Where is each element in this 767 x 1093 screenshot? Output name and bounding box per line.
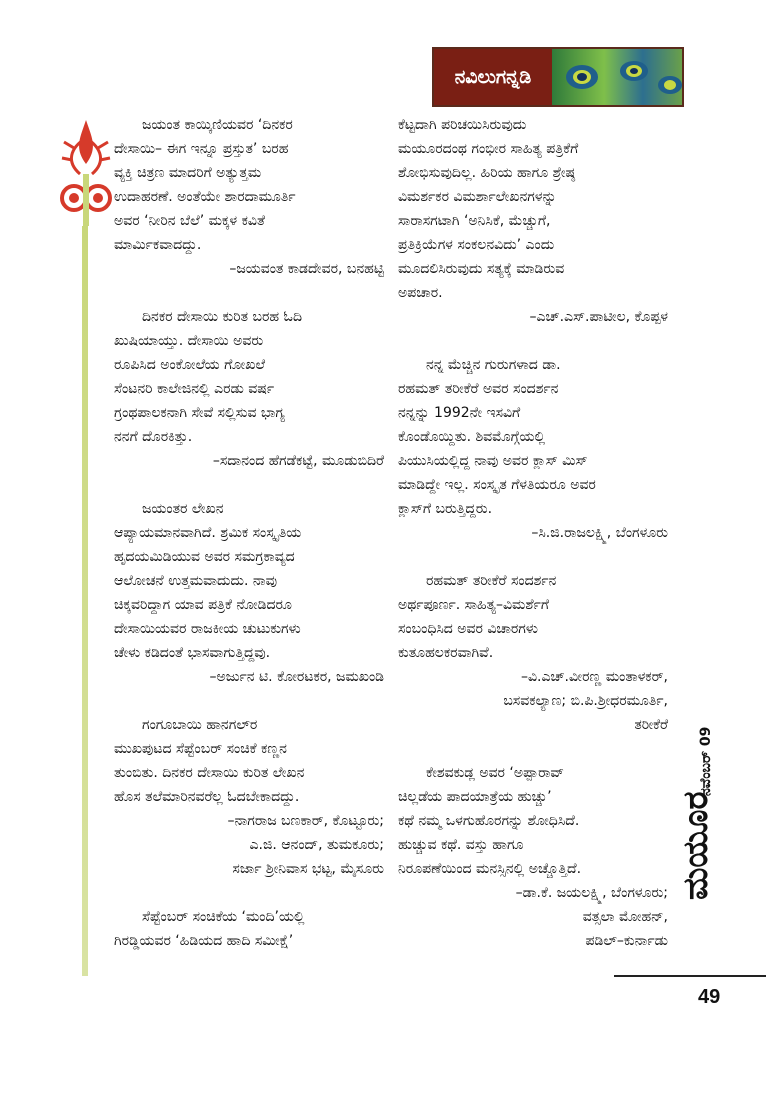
signature-line: –ಅರ್ಜುನ ಟಿ. ಕೋರಟಕರ, ಜಮಖಂಡಿ xyxy=(209,669,384,685)
text-line: ಹೊಸ ತಲೆಮಾರಿನವರೆಲ್ಲ ಓದಬೇಕಾದದ್ದು. xyxy=(114,789,300,805)
paragraph-gap xyxy=(398,737,668,761)
text-line: ರಹಮತ್ ತರೀಕೆರೆ ಅವರ ಸಂದರ್ಶನ xyxy=(398,381,559,397)
text-line: ಕೇಶವಕುಡ್ಲ ಅವರ ‘ಅಪ್ಪಾರಾವ್ xyxy=(426,765,564,781)
text-line: ಶೋಭಿಸುವುದಿಲ್ಲ. ಹಿರಿಯ ಹಾಗೂ ಶ್ರೇಷ್ಠ xyxy=(398,165,576,181)
paragraph-gap xyxy=(114,689,384,713)
signature-line: –ವಿ.ಎಚ್.ವೀರಣ್ಣ ಮಂತಾಳಕರ್, xyxy=(520,669,668,685)
paragraph-gap xyxy=(114,281,384,305)
text-line: ರಹಮತ್ ತರೀಕೆರೆ ಸಂದರ್ಶನ xyxy=(426,573,557,589)
signature-line: –ನಾಗರಾಜ ಬಣಕಾರ್, ಕೊಟ್ಟೂರು; xyxy=(227,813,384,829)
signature-line: –ಡಾ.ಕೆ. ಜಯಲಕ್ಷ್ಮಿ, ಬೆಂಗಳೂರು; xyxy=(515,885,668,901)
text-line: ಹೃದಯಮಿಡಿಯುವ ಅವರ ಸಮಗ್ರಕಾವ್ಯದ xyxy=(114,549,295,565)
margin-bar xyxy=(82,226,88,976)
text-line: ಚಿಲ್ಲಡೆಯ ಪಾದಯಾತ್ರೆಯ ಹುಚ್ಚು’ xyxy=(398,789,552,805)
section-header xyxy=(432,47,684,107)
text-line: ಕಥೆ ನಮ್ಮ ಒಳಗುಹೊರಗನ್ನು ಶೋಧಿಸಿದೆ. xyxy=(398,813,580,829)
text-line: ಖುಷಿಯಾಯ್ತು. ದೇಸಾಯಿ ಅವರು xyxy=(114,333,264,349)
signature-line: –ಸಿ.ಜಿ.ರಾಜಲಕ್ಷ್ಮಿ, ಬೆಂಗಳೂರು xyxy=(531,525,668,541)
signature-line: ಪಡಿಲ್–ಕುರ್ನಾಡು xyxy=(585,933,668,949)
text-line: ಅರ್ಥಪೂರ್ಣ. ಸಾಹಿತ್ಯ–ವಿಮರ್ಶೆಗೆ xyxy=(398,597,549,613)
magazine-name: ಮಯೂರ xyxy=(676,791,716,900)
text-line: ದಿನಕರ ದೇಸಾಯಿ ಕುರಿತ ಬರಹ ಓದಿ xyxy=(142,309,302,325)
signature-line: –ಜಯವಂತ ಕಾಡದೇವರ, ಬನಹಟ್ಟಿ xyxy=(229,261,384,277)
signature-line: ಬಸವಕಲ್ಯಾಣ; ಬಿ.ಪಿ.ಶ್ರೀಧರಮೂರ್ತಿ, xyxy=(503,693,668,709)
text-line: ನನಗೆ ದೊರಕಿತ್ತು. xyxy=(114,429,193,445)
text-line: ತುಂಬಿತು. ದಿನಕರ ದೇಸಾಯಿ ಕುರಿತ ಲೇಖನ xyxy=(114,765,305,781)
text-line: ರೂಪಿಸಿದ ಅಂಕೋಲೆಯ ಗೋಖಲೆ xyxy=(114,357,266,373)
text-line: ದೇಸಾಯಿಯವರ ರಾಜಕೀಯ ಚುಟುಕುಗಳು xyxy=(114,621,301,637)
text-line: ಕುತೂಹಲಕರವಾಗಿವೆ. xyxy=(398,645,494,661)
text-line: ಮಾಡಿದ್ದೇ ಇಲ್ಲ. ಸಂಸ್ಕೃತ ಗೆಳತಿಯರೂ ಅವರ xyxy=(398,477,596,493)
text-line: ಗಂಗೂಬಾಯಿ ಹಾನಗಲ್‌ರ xyxy=(142,717,258,733)
text-line: ಜಯಂತ ಕಾಯ್ಕಿಣಿಯವರ ‘ದಿನಕರ xyxy=(142,117,293,133)
issue-date: ನವೆಂಬರ್ 09 xyxy=(698,726,714,796)
signature-line: ಎ.ಜಿ. ಆನಂದ್, ತುಮಕೂರು; xyxy=(249,837,384,853)
text-line: ನನ್ನ ಮೆಚ್ಚಿನ ಗುರುಗಳಾದ ಡಾ. xyxy=(426,357,561,373)
vertical-masthead xyxy=(672,726,722,970)
paragraph-gap xyxy=(398,545,668,569)
text-line: ಚೇಳು ಕಡಿದಂತೆ ಭಾಸವಾಗುತ್ತಿದ್ದವು. xyxy=(114,645,271,661)
text-line: ಚಿಕ್ಕವರಿದ್ದಾಗ ಯಾವ ಪತ್ರಿಕೆ ನೋಡಿದರೂ xyxy=(114,597,292,613)
text-line: ಸಾರಾಸಗಟಾಗಿ ‘ಅನಿಸಿಕೆ, ಮೆಚ್ಚುಗೆ, xyxy=(398,213,551,229)
text-line: ಮುಖಪುಟದ ಸೆಪ್ಟೆಂಬರ್ ಸಂಚಿಕೆ ಕಣ್ಣನ xyxy=(114,741,287,757)
signature-line: –ಎಚ್.ಎಸ್.ಪಾಟೀಲ, ಕೊಪ್ಪಳ xyxy=(529,309,668,325)
text-line: ಸಂಬಂಧಿಸಿದ ಅವರ ವಿಚಾರಗಳು xyxy=(398,621,538,637)
text-line: ವಿಮರ್ಶಕರ ವಿಮರ್ಶಾಲೇಖನಗಳನ್ನು xyxy=(398,189,557,205)
peacock-feather-image xyxy=(552,49,682,105)
text-line: ಪ್ರತಿಕ್ರಿಯೆಗಳ ಸಂಕಲನವಿದು’ ಎಂದು xyxy=(398,237,555,253)
signature-line: –ಸದಾನಂದ ಹೆಗಡೆಕಟ್ಟೆ, ಮೂಡುಬಿದಿರೆ xyxy=(212,453,384,469)
text-line: ಮಯೂರದಂಥ ಗಂಭೀರ ಸಾಹಿತ್ಯ ಪತ್ರಿಕೆಗೆ xyxy=(398,141,579,157)
footer-rule xyxy=(614,975,766,977)
text-line: ಕೆಟ್ಟದಾಗಿ ಪರಿಚಯಿಸಿರುವುದು xyxy=(398,117,527,133)
section-title: ನವಿಲುಗನ್ನಡಿ xyxy=(434,49,552,105)
text-line: ವ್ಯಕ್ತಿ ಚಿತ್ರಣ ಮಾದರಿಗೆ ಅತ್ಯುತ್ತಮ xyxy=(114,165,262,181)
column-left xyxy=(114,113,384,953)
signature-line: ವತ್ಸಲಾ ಮೋಹನ್, xyxy=(582,909,668,925)
text-line: ಕ್ಲಾಸ್‌ಗೆ ಬರುತ್ತಿದ್ದರು. xyxy=(398,501,493,517)
text-line: ಜಯಂತರ ಲೇಖನ xyxy=(142,501,224,517)
text-line: ನಿರೂಪಣೆಯಿಂದ ಮನಸ್ಸಿನಲ್ಲಿ ಅಚ್ಚೊತ್ತಿದೆ. xyxy=(398,861,582,877)
text-line: ನನ್ನನ್ನು 1992ನೇ ಇಸವಿಗೆ xyxy=(398,405,521,421)
signature-line: ತರೀಕೆರೆ xyxy=(634,717,668,733)
paragraph-gap xyxy=(398,329,668,353)
ornament-icon xyxy=(60,118,112,228)
paragraph-gap xyxy=(114,881,384,905)
column-right xyxy=(398,113,668,953)
page-number: 49 xyxy=(698,986,721,1008)
text-line: ಕೊಂಡೊಯ್ದಿತು. ಶಿವಮೊಗ್ಗೆಯಲ್ಲಿ xyxy=(398,429,546,445)
text-line: ಆಪ್ಯಾಯಮಾನವಾಗಿದೆ. ಶ್ರಮಿಕ ಸಂಸ್ಕೃತಿಯ xyxy=(114,525,302,541)
text-line: ಗ್ರಂಥಪಾಲಕನಾಗಿ ಸೇವೆ ಸಲ್ಲಿಸುವ ಭಾಗ್ಯ xyxy=(114,405,285,421)
text-line: ಪಿಯುಸಿಯಲ್ಲಿದ್ದ ನಾವು ಅವರ ಕ್ಲಾಸ್ ಮಿಸ್ xyxy=(398,453,588,469)
text-line: ಗಿರಡ್ಡಿಯವರ ‘ಹಿಡಿಯದ ಹಾದಿ ಸಮೀಕ್ಷೆ’ xyxy=(114,933,294,949)
text-line: ಹುಚ್ಚುವ ಕಥೆ. ವಸ್ತು ಹಾಗೂ xyxy=(398,837,524,853)
paragraph-gap xyxy=(114,473,384,497)
text-line: ಅಪಚಾರ. xyxy=(398,285,443,301)
text-line: ಮೂದಲಿಸಿರುವುದು ಸತ್ಯಕ್ಕೆ ಮಾಡಿರುವ xyxy=(398,261,565,277)
text-line: ದೇಸಾಯಿ– ಈಗ ಇನ್ನೂ ಪ್ರಸ್ತುತ’ ಬರಹ xyxy=(114,141,289,157)
text-line: ಸೆಪ್ಟೆಂಬರ್ ಸಂಚಿಕೆಯ ‘ಮಂದಿ’ಯಲ್ಲಿ xyxy=(142,909,305,925)
text-line: ಉದಾಹರಣೆ. ಅಂತೆಯೇ ಶಾರದಾಮೂರ್ತಿ xyxy=(114,189,296,205)
signature-line: ಸರ್ಜಾ ಶ್ರೀನಿವಾಸ ಭಟ್ಟ, ಮೈಸೂರು xyxy=(232,861,384,877)
text-line: ಮಾರ್ಮಿಕವಾದದ್ದು. xyxy=(114,237,202,253)
text-line: ಸೆಂಟನರಿ ಕಾಲೇಜಿನಲ್ಲಿ ಎರಡು ವರ್ಷ xyxy=(114,381,275,397)
text-line: ಆಲೋಚನೆ ಉತ್ತಮವಾದುದು. ನಾವು xyxy=(114,573,278,589)
text-line: ಅವರ ‘ನೀರಿನ ಬೆಲೆ’ ಮಕ್ಕಳ ಕವಿತೆ xyxy=(114,213,265,229)
